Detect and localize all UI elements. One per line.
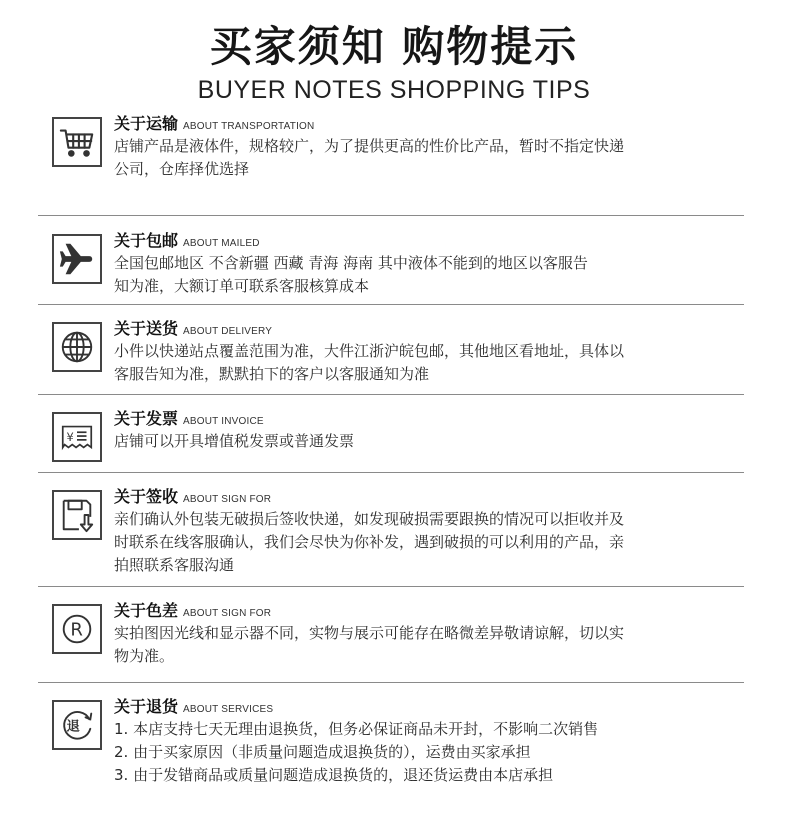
section-title-en: ABOUT SIGN FOR [183,494,272,505]
section-title-cn: 关于色差 [114,601,179,620]
section-heading [114,694,273,717]
section-heading [114,228,260,251]
page-subtitle: BUYER NOTES SHOPPING TIPS [197,76,591,104]
section-title-en: ABOUT SIGN FOR [183,608,272,619]
registered-icon [52,604,102,654]
section-heading [114,598,271,621]
divider [38,215,744,216]
divider [38,304,744,305]
body-line: 物为准。 [114,647,175,665]
section-title-en: ABOUT TRANSPORTATION [183,121,315,132]
section-body [114,508,744,577]
body-line: 亲们确认外包装无破损后签收快递，如发现破损需要跟换的情况可以拒收并及 [114,510,625,528]
section-title-cn: 关于送货 [114,319,179,338]
body-line: 3. 由于发错商品或质量问题造成退换货的，退还货运费由本店承担 [114,766,554,784]
svg-text:R: R [70,619,83,641]
return-icon [52,700,102,750]
sign-for-icon [52,490,102,540]
body-line: 客服告知为准，默默拍下的客户以客服通知为准 [114,365,430,383]
section-heading [114,406,264,429]
section-title-en: ABOUT INVOICE [183,416,264,427]
section-title-en: ABOUT DELIVERY [183,326,273,337]
divider [38,586,744,587]
section-body [114,430,744,453]
svg-text:¥: ¥ [66,429,74,444]
body-line: 小件以快递站点覆盖范围为准，大件江浙沪皖包邮，其他地区看地址，具体以 [114,342,625,360]
svg-text:退: 退 [66,719,80,735]
section-heading [114,484,271,507]
body-line: 实拍图因光线和显示器不同，实物与展示可能存在略微差异敬请谅解，切以实 [114,624,625,642]
shopping-cart-icon [52,117,102,167]
divider [38,472,744,473]
body-line: 店铺产品是液体件，规格较广，为了提供更高的性价比产品，暂时不指定快递 [114,137,625,155]
section-title-cn: 关于包邮 [114,231,179,250]
section-title-en: ABOUT MAILED [183,238,260,249]
body-line: 全国包邮地区 不含新疆 西藏 青海 海南 其中液体不能到的地区以客服告 [114,254,588,272]
body-line: 拍照联系客服沟通 [114,556,235,574]
body-line: 1. 本店支持七天无理由退换货，但务必保证商品未开封，不影响二次销售 [114,720,599,738]
airplane-icon [52,234,102,284]
section-heading [114,111,314,134]
section-title-en: ABOUT SERVICES [183,704,274,715]
globe-icon [52,322,102,372]
section-title-cn: 关于签收 [114,487,179,506]
body-line: 店铺可以开具增值税发票或普通发票 [114,432,355,450]
section-title-cn: 关于运输 [114,114,179,133]
body-line: 2. 由于买家原因（非质量问题造成退换货的），运费由买家承担 [114,743,531,761]
page-title: 买家须知 购物提示 [209,22,579,71]
section-body [114,252,744,298]
section-body [114,340,744,386]
body-line: 知为准，大额订单可联系客服核算成本 [114,277,370,295]
body-line: 时联系在线客服确认，我们会尽快为你补发，遇到破损的可以利用的产品，亲 [114,533,625,551]
section-body [114,135,744,181]
body-line: 公司，仓库择优选择 [114,160,250,178]
divider [38,394,744,395]
section-body [114,718,744,787]
divider [38,682,744,683]
section-heading [114,316,272,339]
section-title-cn: 关于发票 [114,409,179,428]
invoice-icon [52,412,102,462]
section-title-cn: 关于退货 [114,697,179,716]
section-body [114,622,744,668]
